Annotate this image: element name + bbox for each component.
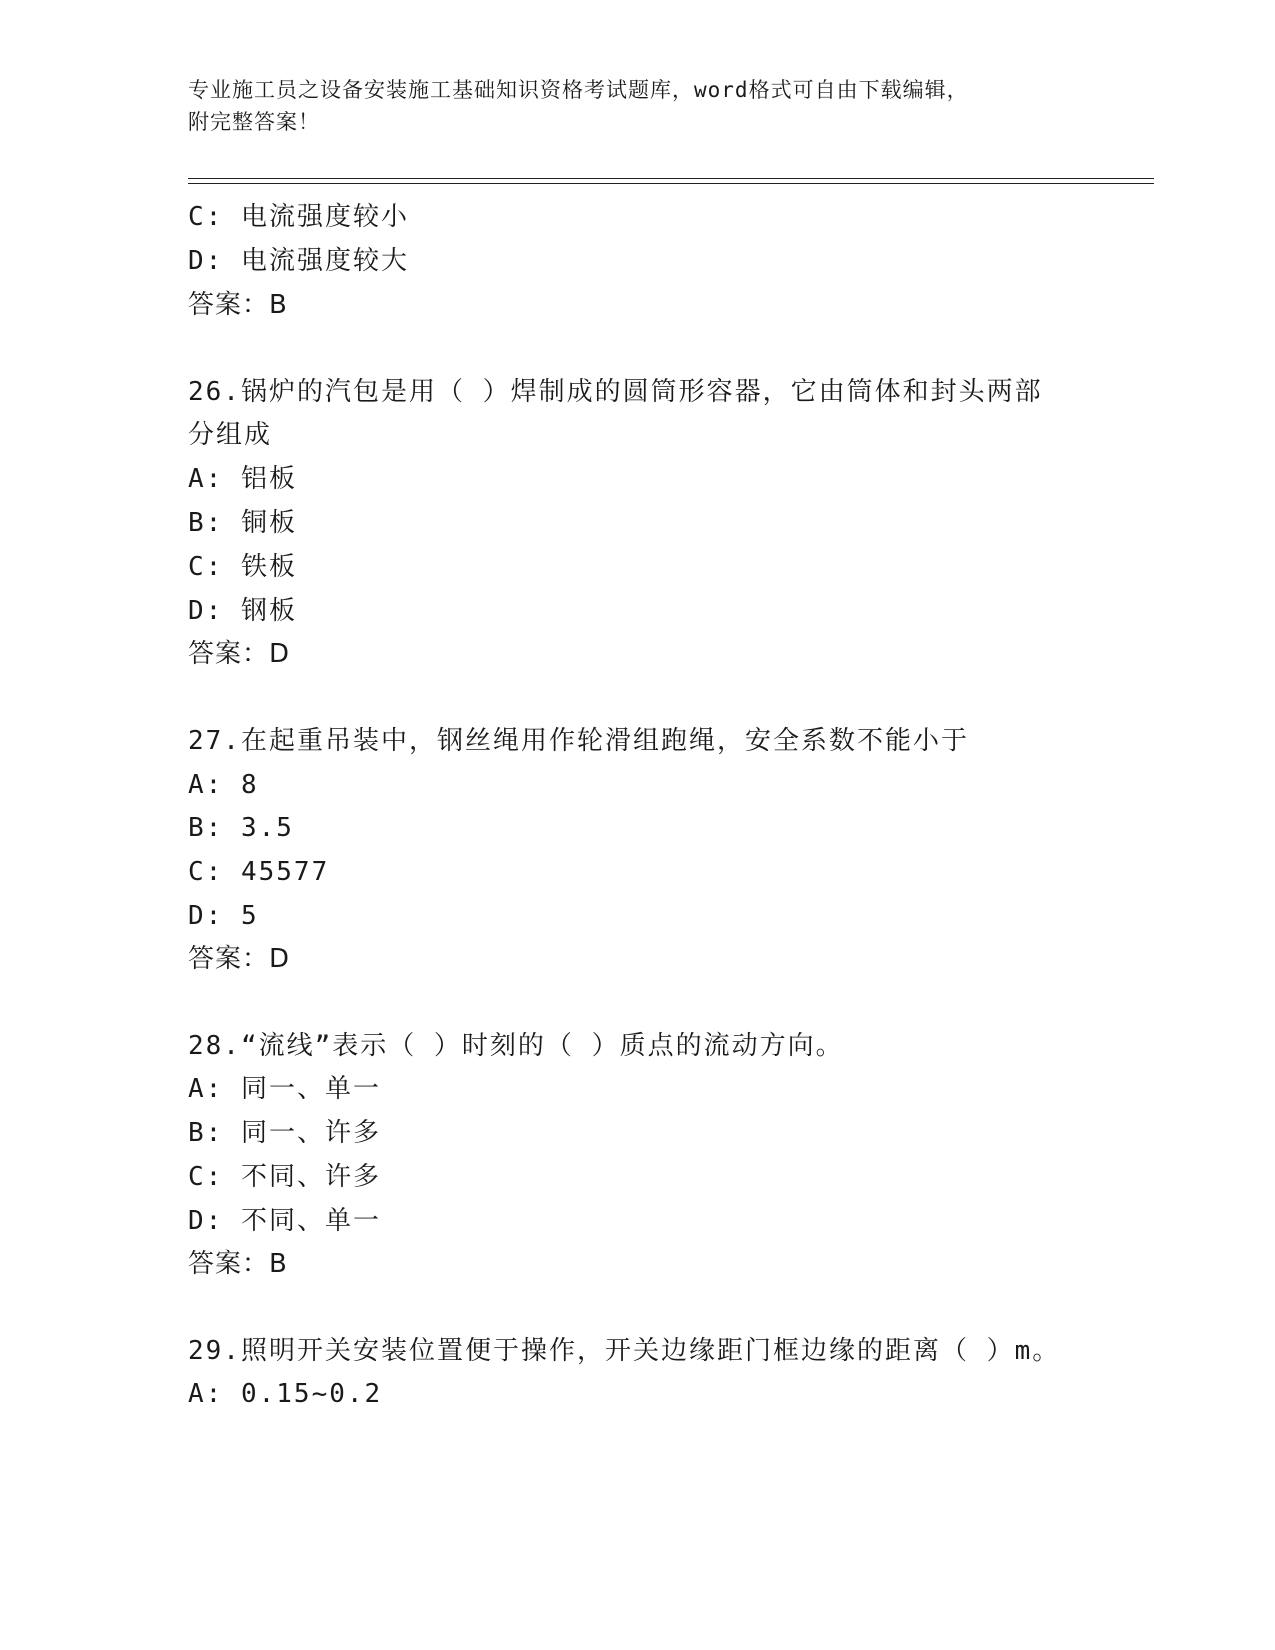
prev-option-d: D: 电流强度较大	[188, 246, 409, 276]
q28-answer: 答案：B	[188, 1249, 288, 1279]
q27-option-d: D: 5	[188, 901, 259, 931]
q26-option-d: D: 钢板	[188, 596, 297, 626]
header-line-2: 附完整答案！	[188, 110, 320, 134]
q27-option-c: C: 45577	[188, 857, 330, 887]
q29-option-a: A: 0.15~0.2	[188, 1379, 383, 1409]
prev-option-c: C: 电流强度较小	[188, 202, 409, 232]
q29-stem: 29.照明开关安装位置便于操作，开关边缘距门框边缘的距离（ ）m。	[188, 1336, 1061, 1366]
header-divider-bottom	[188, 183, 1154, 184]
header-divider-top	[188, 178, 1154, 179]
document-header	[188, 74, 1068, 138]
q26-stem-line-2: 分组成	[188, 420, 273, 450]
q26-option-c: C: 铁板	[188, 552, 297, 582]
prev-answer: 答案：B	[188, 290, 288, 320]
q28-option-b: B: 同一、许多	[188, 1118, 381, 1148]
q27-option-b: B: 3.5	[188, 813, 294, 843]
q28-stem: 28.“流线”表示（ ）时刻的（ ）质点的流动方向。	[188, 1031, 844, 1061]
q26-option-a: A: 铝板	[188, 464, 297, 494]
q26-option-b: B: 铜板	[188, 508, 297, 538]
q28-option-d: D: 不同、单一	[188, 1206, 381, 1236]
header-line-1: 专业施工员之设备安装施工基础知识资格考试题库，word格式可自由下载编辑，	[188, 78, 969, 102]
q27-option-a: A: 8	[188, 770, 259, 800]
q28-option-a: A: 同一、单一	[188, 1074, 381, 1104]
q27-answer: 答案：D	[188, 944, 291, 974]
q26-answer: 答案：D	[188, 639, 291, 669]
q27-stem: 27.在起重吊装中，钢丝绳用作轮滑组跑绳，安全系数不能小于	[188, 726, 969, 756]
q28-option-c: C: 不同、许多	[188, 1162, 381, 1192]
q26-stem-line-1: 26.锅炉的汽包是用（ ）焊制成的圆筒形容器，它由筒体和封头两部	[188, 377, 1043, 407]
